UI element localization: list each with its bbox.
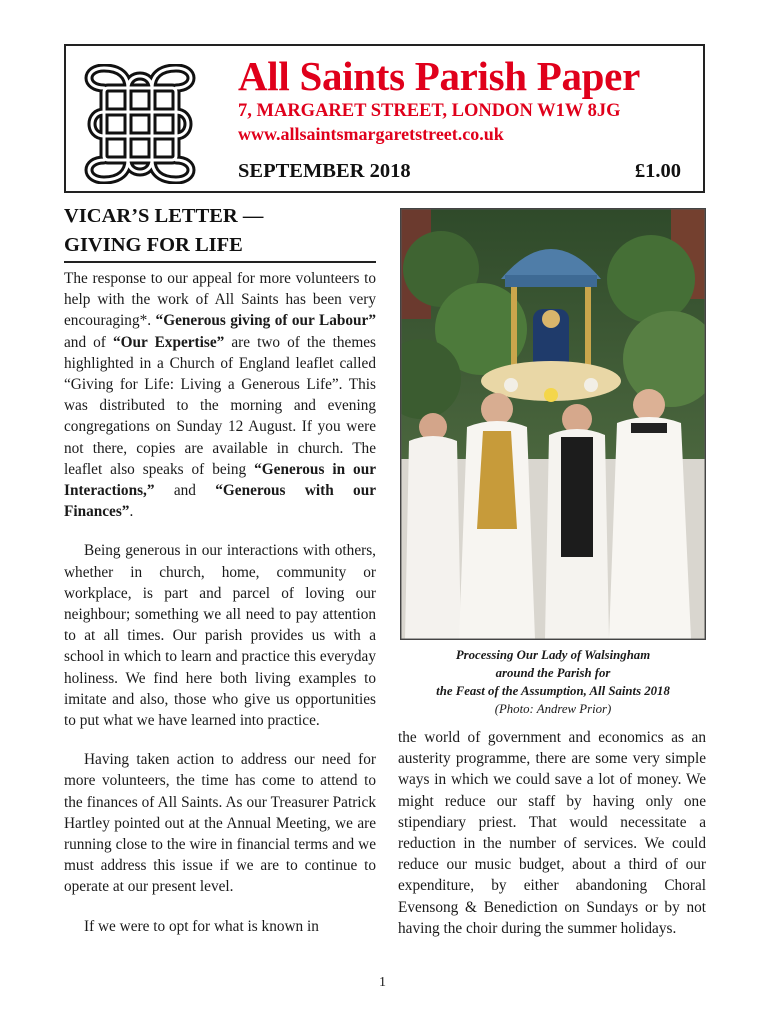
article-paragraph-4: If we were to opt for what is known in — [84, 917, 319, 935]
article-column-left — [64, 268, 376, 955]
website-link[interactable]: www.allsaintsmargaretstreet.co.uk — [238, 124, 504, 144]
masthead — [64, 44, 705, 193]
issue-date: SEPTEMBER 2018 — [238, 160, 411, 182]
article-paragraph-1 — [64, 268, 376, 522]
article-paragraph-5: the world of government and economics as an austerity programme, there are some very simple ways in which we could save a lot of money. We might reduce our staff by having only one stipendiary priest. That would necessitate a reduction in the number of services. We could reduce our music budget, about a third of our expenditure, by either abandoning Choral Evensong & Benediction on Sundays or by not having the choir during the summer holidays. — [398, 729, 706, 937]
parish-address: 7, MARGARET STREET, LONDON W1W 8JG — [238, 101, 621, 121]
page-number: 1 — [379, 975, 386, 990]
p1-text-a: The response to our appeal for more volunteers to help with the work of All Saints has been very encouraging*. — [64, 270, 376, 330]
caption-line-3: the Feast of the Assumption, All Saints 2018 — [436, 684, 670, 698]
caption-line-2: around the Parish for — [495, 666, 611, 680]
p1-bold-interactions: “Generous in our Interactions,” — [64, 460, 377, 500]
caption-line-1: Processing Our Lady of Walsingham — [455, 648, 651, 662]
celtic-knot-icon — [80, 64, 200, 184]
p1-text-d: are two of the themes highlighted in a Church of England leaflet called “Giving for Life: Living a Generous Life”. This was distributed to the morning and evening congregations on Sunday 12 August. If you were not there, copies are available in church. The leaflet also speaks of being — [64, 333, 376, 478]
headline-line-1: VICAR’S LETTER — — [64, 205, 264, 227]
article-paragraph-2: Being generous in our interactions with others, whether in church, home, community or workplace, is part and parcel of loving our neighbour; something we all need to pay attention to at all times. Our parish provides us with a school in which to learn and practice this everyday holiness. We find here both living examples to imitate and also, those who give us opportunities to put what we have learned into practice. — [64, 542, 376, 730]
publication-title: All Saints Parish Paper — [238, 53, 640, 99]
p1-bold-finances: “Generous with our Finances” — [64, 482, 376, 521]
procession-photo — [400, 208, 706, 640]
p1-bold-expertise: “Our Expertise” — [112, 333, 225, 351]
headline-rule — [64, 261, 376, 263]
p1-text-f: . — [129, 503, 134, 521]
p1-bold-labour: “Generous giving of our Labour” — [155, 312, 376, 330]
article-column-right — [398, 727, 706, 939]
photo-credit: (Photo: Andrew Prior) — [494, 702, 612, 716]
photo-caption — [398, 646, 708, 718]
article-paragraph-3: Having taken action to address our need for more volunteers, the time has come to attend to the finances of All Saints. As our Treasurer Patrick Hartley pointed out at the Annual Meeting, we are running close to the wire in financial terms and we must address this issue if we are to continue to operate at our present level. — [64, 751, 376, 896]
article-headline — [64, 202, 376, 260]
p1-text-c: and of — [64, 333, 113, 351]
p1-text-e: and — [154, 482, 216, 500]
procession-photo-illustration — [401, 209, 705, 639]
issue-price: £1.00 — [634, 160, 681, 182]
headline-line-2: GIVING FOR LIFE — [64, 234, 243, 256]
